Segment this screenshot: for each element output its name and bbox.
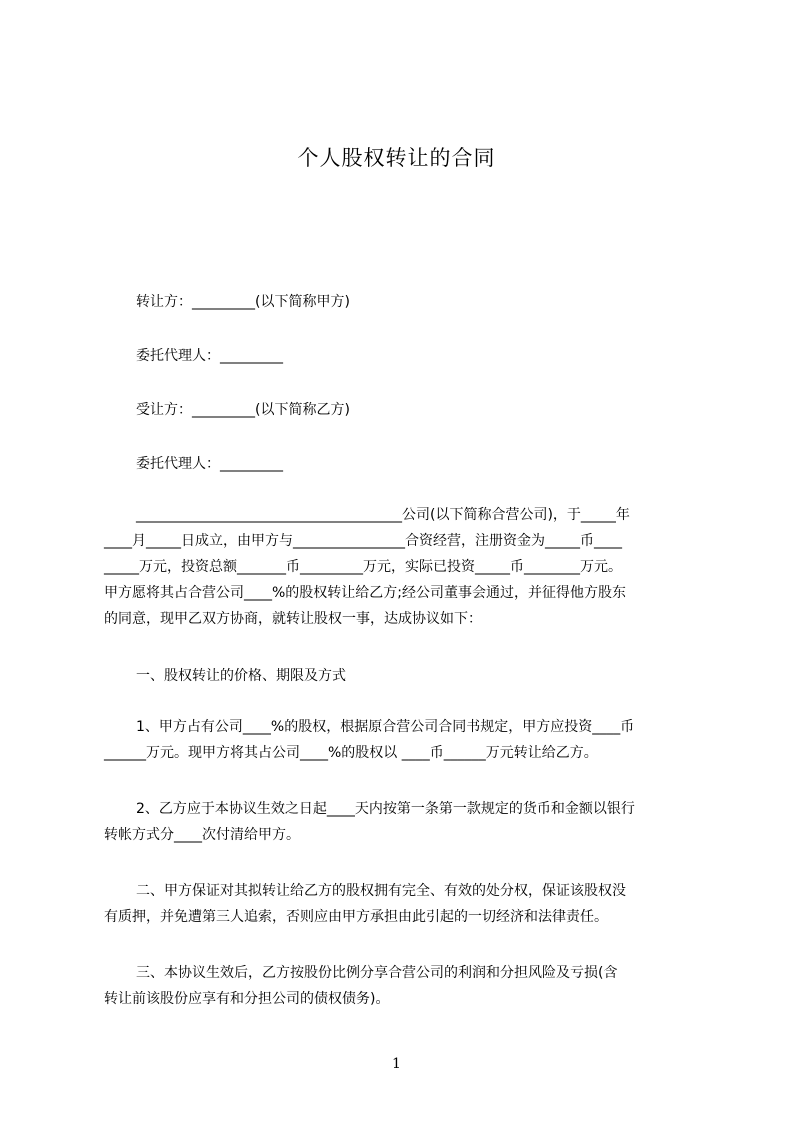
transferor-line: 转让方：_________(以下简称甲方)	[136, 294, 350, 310]
intro-paragraph	[104, 502, 708, 632]
intro-line: ____月_____日成立，由甲方与________________合资经营，注册资金为_____币____	[104, 533, 622, 549]
section3-paragraph	[104, 960, 708, 1012]
intro-line: _____万元，投资总额_______币_________万元，实际已投资_____币________万元。	[104, 559, 622, 575]
clause-line: 转帐方式分____次付清给甲方。	[104, 827, 300, 843]
clause2-paragraph	[104, 796, 708, 848]
clause-line: 2、乙方应于本协议生效之日起____天内按第一条第一款规定的货币和金额以银行	[136, 801, 635, 817]
intro-line: 甲方愿将其占合营公司____%的股权转让给乙方;经公司董事会通过，并征得他方股东	[104, 585, 627, 601]
intro-line: ______________________________________公司(以下简称合营公司)，于_____年	[136, 507, 630, 523]
section3-line: 三、本协议生效后，乙方按股份比例分享合营公司的利润和分担风险及亏损(含	[136, 965, 618, 981]
transferee-line: 受让方：_________(以下简称乙方)	[136, 402, 350, 418]
clause-line: 1、甲方占有公司____%的股权，根据原合营公司合同书规定，甲方应投资____币	[136, 719, 635, 735]
section2-line: 有质押，并免遭第三人追索，否则应由甲方承担由此引起的一切经济和法律责任。	[104, 909, 608, 925]
intro-line: 的同意，现甲乙双方协商，就转让股权一事，达成协议如下：	[104, 611, 482, 627]
section2-line: 二、甲方保证对其拟转让给乙方的股权拥有完全、有效的处分权，保证该股权没	[136, 883, 626, 899]
document-title: 个人股权转让的合同	[297, 146, 496, 170]
clause1-paragraph	[104, 714, 708, 766]
clause-line: ______万元。现甲方将其占公司____%的股权以 ____币______万元转让给乙方。	[104, 745, 598, 761]
section2-paragraph	[104, 878, 708, 930]
transferee-agent-line: 委托代理人：_________	[136, 456, 283, 472]
transferor-agent-line: 委托代理人：_________	[136, 348, 283, 364]
section1-heading: 一、股权转让的价格、期限及方式	[136, 668, 346, 684]
section3-line: 转让前该股份应享有和分担公司的债权债务)。	[104, 991, 390, 1007]
page-number: 1	[392, 1056, 401, 1072]
